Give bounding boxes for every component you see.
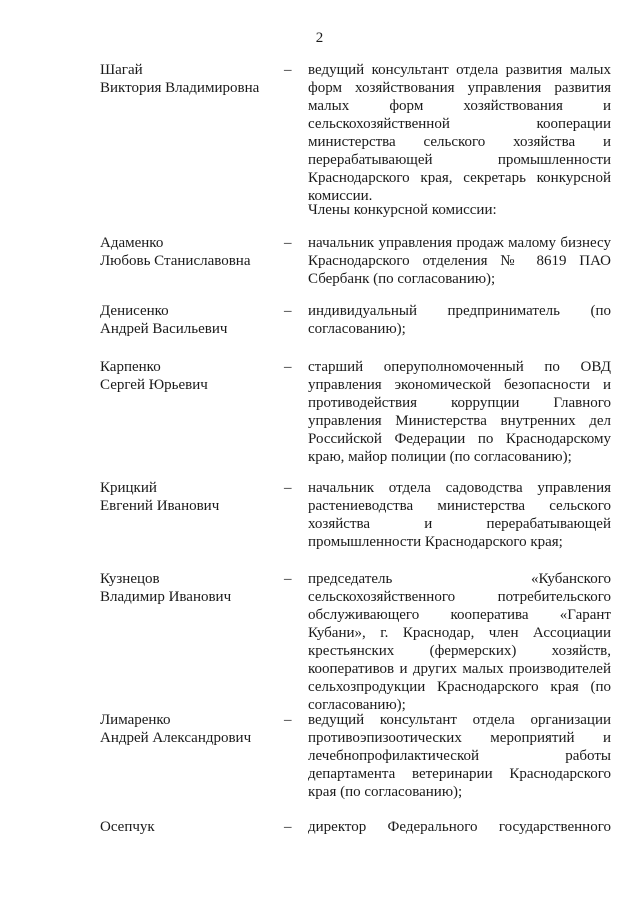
member-name (100, 302, 280, 338)
page-number: 2 (315, 30, 324, 46)
member-name (100, 234, 280, 270)
member-name (100, 818, 280, 836)
dash-separator: – (284, 571, 292, 587)
member-name (100, 358, 280, 394)
member-role: начальник отдела садоводства управления растениеводства министерства сельского хозяйства и перерабатывающей промышленности Краснодарского края; (308, 480, 611, 550)
member-role: председатель «Кубанского сельскохозяйственного потребительского обслуживающего кооператива «Гарант Кубани», г. Краснодар, член Ассоциации крестьянских (фермерских) хозяйств, кооперативов и других малых производителей сельхозпродукции Краснодарского края (по согласованию); (308, 571, 611, 713)
member-name (100, 61, 280, 97)
member-name (100, 479, 280, 515)
member-surname: Осепчук (100, 819, 155, 835)
member-role: ведущий консультант отдела организации противоэпизоотических мероприятий и лечебнопрофилактической работы департамента ветеринарии Краснодарского края (по согласованию); (308, 712, 611, 800)
member-surname: Кузнецов (100, 571, 160, 587)
member-given-names: Виктория Владимировна (100, 80, 260, 96)
member-role: директор Федерального государственного (308, 819, 611, 835)
section-heading: Члены конкурсной комиссии: (308, 202, 497, 218)
member-surname: Крицкий (100, 480, 157, 496)
member-name (100, 711, 280, 747)
member-surname: Шагай (100, 62, 143, 78)
member-given-names: Андрей Александрович (100, 730, 252, 746)
dash-separator: – (284, 62, 292, 78)
dash-separator: – (284, 359, 292, 375)
member-given-names: Евгений Иванович (100, 498, 220, 514)
dash-separator: – (284, 235, 292, 251)
member-surname: Карпенко (100, 359, 161, 375)
member-given-names: Любовь Станиславовна (100, 253, 251, 269)
member-role: ведущий консультант отдела развития малых форм хозяйствования управления развития малых форм хозяйствования и сельскохозяйственной кооперации министерства сельского хозяйства и перерабатывающей промышленности Краснодарского края, секретарь конкурсной комиссии. (308, 62, 611, 204)
dash-separator: – (284, 480, 292, 496)
member-surname: Адаменко (100, 235, 164, 251)
member-given-names: Владимир Иванович (100, 589, 232, 605)
dash-separator: – (284, 819, 292, 835)
dash-separator: – (284, 712, 292, 728)
member-name (100, 570, 280, 606)
dash-separator: – (284, 303, 292, 319)
member-role: старший оперуполномоченный по ОВД управления экономической безопасности и противодействия коррупции Главного управления Министерства внутренних дел Российской Федерации по Краснодарскому краю, майор полиции (по согласованию); (308, 359, 611, 465)
member-surname: Денисенко (100, 303, 169, 319)
member-role: индивидуальный предприниматель (по согласованию); (308, 303, 611, 337)
member-role: начальник управления продаж малому бизнесу Краснодарского отделения № 8619 ПАО Сбербанк (по согласованию); (308, 235, 611, 287)
member-surname: Лимаренко (100, 712, 171, 728)
member-given-names: Андрей Васильевич (100, 321, 228, 337)
member-given-names: Сергей Юрьевич (100, 377, 208, 393)
